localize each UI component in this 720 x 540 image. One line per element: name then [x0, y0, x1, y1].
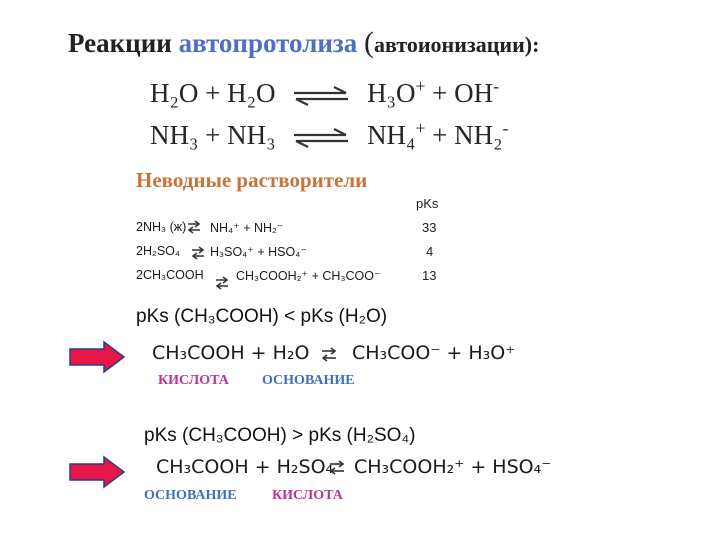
- equation-right-a-charge: +: [415, 76, 426, 96]
- red-right-arrow-icon: [68, 340, 126, 374]
- reaction-2-left: CH₃COOH + H₂SO₄: [156, 456, 334, 478]
- solvent-eq-right: H₃SO₄⁺ + HSO₄⁻: [210, 245, 307, 259]
- equation-left: NH₃ + NH₃: [150, 120, 276, 150]
- pk-header: pKs: [416, 196, 439, 211]
- comparison-1: pKs (CH₃COOH) < pKs (H₂O): [136, 306, 388, 327]
- equation-right-a: NH₄: [367, 120, 416, 150]
- title-paren: (: [364, 26, 374, 59]
- solvent-eq-pk: 33: [422, 220, 437, 235]
- equation-left: H₂O + H₂O: [150, 78, 276, 108]
- equation-right-a: H₃O: [367, 78, 416, 108]
- role-acid-label: КИСЛОТА: [158, 373, 229, 388]
- exchange-arrow-icon: [320, 347, 338, 363]
- solvent-eq-pk: 13: [422, 268, 437, 283]
- reaction-2-right: CH₃COOH₂⁺ + HSO₄⁻: [354, 456, 552, 478]
- main-equation-water: [150, 78, 499, 109]
- solvent-eq-pk: 4: [426, 244, 434, 259]
- title-part-2: автопротолиза: [178, 28, 358, 58]
- exchange-arrow-icon: [190, 246, 206, 260]
- role-acid-label: КИСЛОТА: [272, 488, 343, 503]
- equation-right-a-charge: +: [415, 118, 426, 138]
- equation-right-b-charge: -: [493, 76, 499, 96]
- title-part-1: Реакции: [68, 28, 172, 58]
- reaction-1-right: CH₃COO⁻ + H₃O⁺: [352, 342, 516, 364]
- solvent-eq-right: CH₃COOH₂⁺ + CH₃COO⁻: [236, 269, 381, 283]
- main-equation-ammonia: [150, 120, 508, 151]
- role-base-label: ОСНОВАНИЕ: [144, 488, 237, 503]
- equation-right-b: + OH: [425, 78, 494, 108]
- title-part-3: автоионизации):: [374, 32, 540, 57]
- equilibrium-arrow-icon: [292, 128, 350, 148]
- equation-right-b: + NH₂: [425, 120, 503, 150]
- solvent-eq-left: 2CH₃COOH: [136, 268, 204, 282]
- role-base-label: ОСНОВАНИЕ: [262, 373, 355, 388]
- exchange-arrow-icon: [328, 460, 346, 476]
- solvent-eq-left: 2NH₃ (ж): [136, 220, 187, 234]
- solvent-eq-left: 2H₂SO₄: [136, 244, 180, 258]
- equation-right-b-charge: -: [502, 118, 509, 138]
- exchange-arrow-icon: [186, 220, 202, 234]
- red-right-arrow-icon: [68, 455, 126, 489]
- exchange-arrow-icon: [214, 276, 230, 290]
- reaction-1-left: CH₃COOH + H₂O: [152, 342, 310, 364]
- comparison-2: pKs (CH₃COOH) > pKs (H₂SO₄): [144, 425, 416, 446]
- slide-title: [68, 26, 539, 60]
- solvent-eq-right: NH₄⁺ + NH₂⁻: [210, 221, 284, 235]
- section-title: Неводные растворители: [136, 168, 368, 192]
- equilibrium-arrow-icon: [292, 86, 350, 106]
